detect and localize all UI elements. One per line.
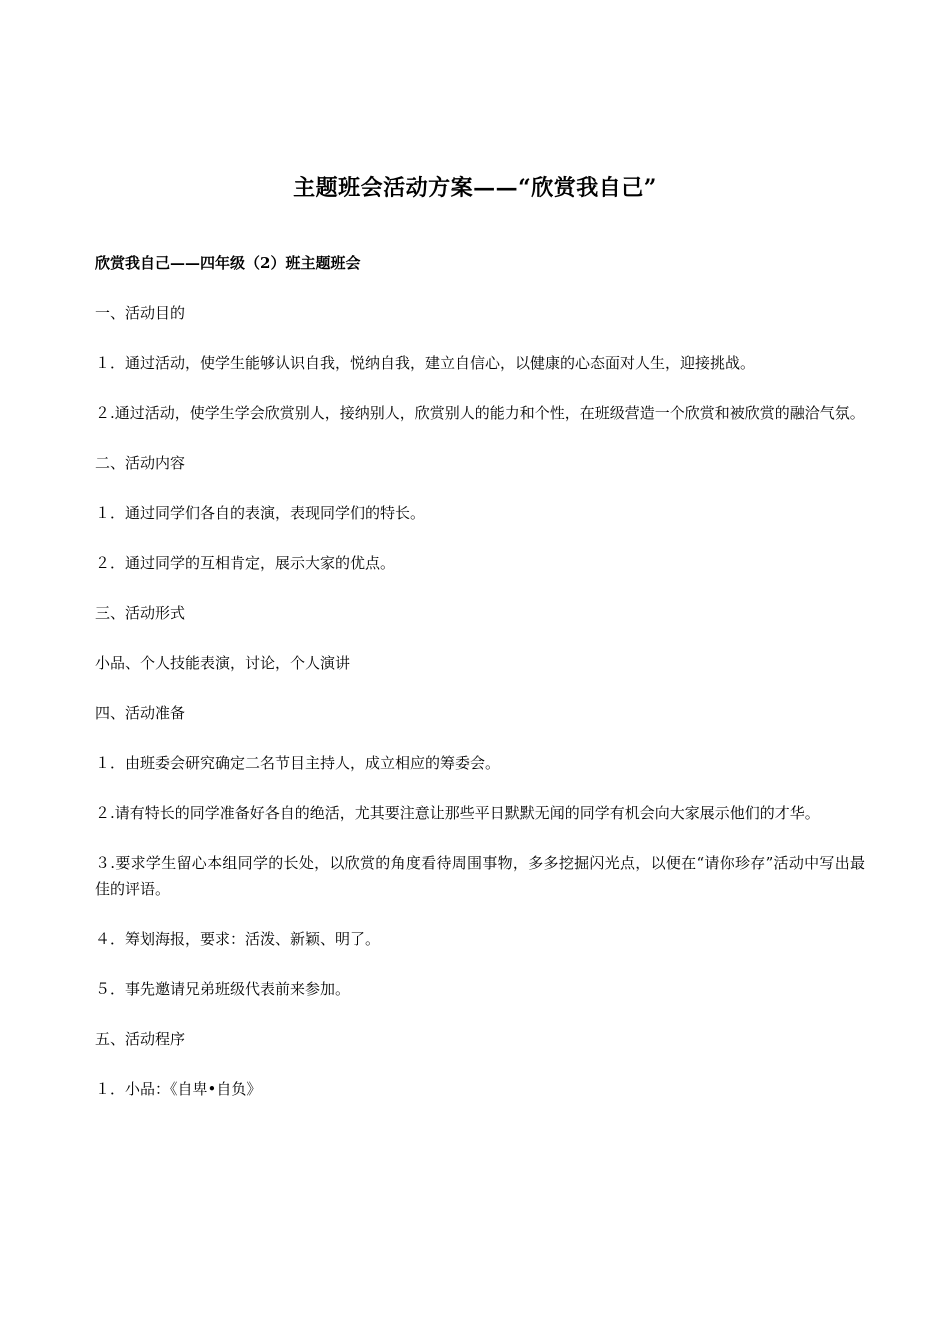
section-heading-content: 二、活动内容: [95, 454, 186, 472]
section-heading-preparation: 四、活动准备: [95, 704, 186, 722]
paragraph: １．小品：《自卑•自负》: [95, 1080, 262, 1098]
paragraph: 小品、个人技能表演，讨论，个人演讲: [95, 654, 351, 672]
subtitle: 欣赏我自己——四年级（2）班主题班会: [95, 254, 361, 272]
paragraph: １．通过活动，使学生能够认识自我，悦纳自我，建立自信心，以健康的心态面对人生，迎接挑战。: [95, 354, 756, 372]
paragraph: ２．通过同学的互相肯定，展示大家的优点。: [95, 554, 396, 572]
paragraph: ２.请有特长的同学准备好各自的绝活，尤其要注意让那些平日默默无闻的同学有机会向大家展示他们的才华。: [95, 804, 820, 822]
section-heading-procedure: 五、活动程序: [95, 1030, 186, 1048]
paragraph: ２.通过活动，使学生学会欣赏别人，接纳别人，欣赏别人的能力和个性，在班级营造一个欣赏和被欣赏的融洽气氛。: [95, 404, 865, 422]
paragraph: ３.要求学生留心本组同学的长处，以欣赏的角度看待周围事物，多多挖掘闪光点，以便在“请你珍存”活动中写出最佳的评语。: [95, 854, 865, 898]
paragraph: １．由班委会研究确定二名节目主持人，成立相应的筹委会。: [95, 754, 501, 772]
section-heading-purpose: 一、活动目的: [95, 304, 186, 322]
paragraph: ５．事先邀请兄弟班级代表前来参加。: [95, 980, 351, 998]
section-heading-format: 三、活动形式: [95, 604, 186, 622]
paragraph: ４．筹划海报，要求：活泼、新颖、明了。: [95, 930, 381, 948]
document-body: [95, 250, 865, 1126]
paragraph: １．通过同学们各自的表演，表现同学们的特长。: [95, 504, 426, 522]
document-title: 主题班会活动方案——“欣赏我自己”: [293, 175, 657, 201]
